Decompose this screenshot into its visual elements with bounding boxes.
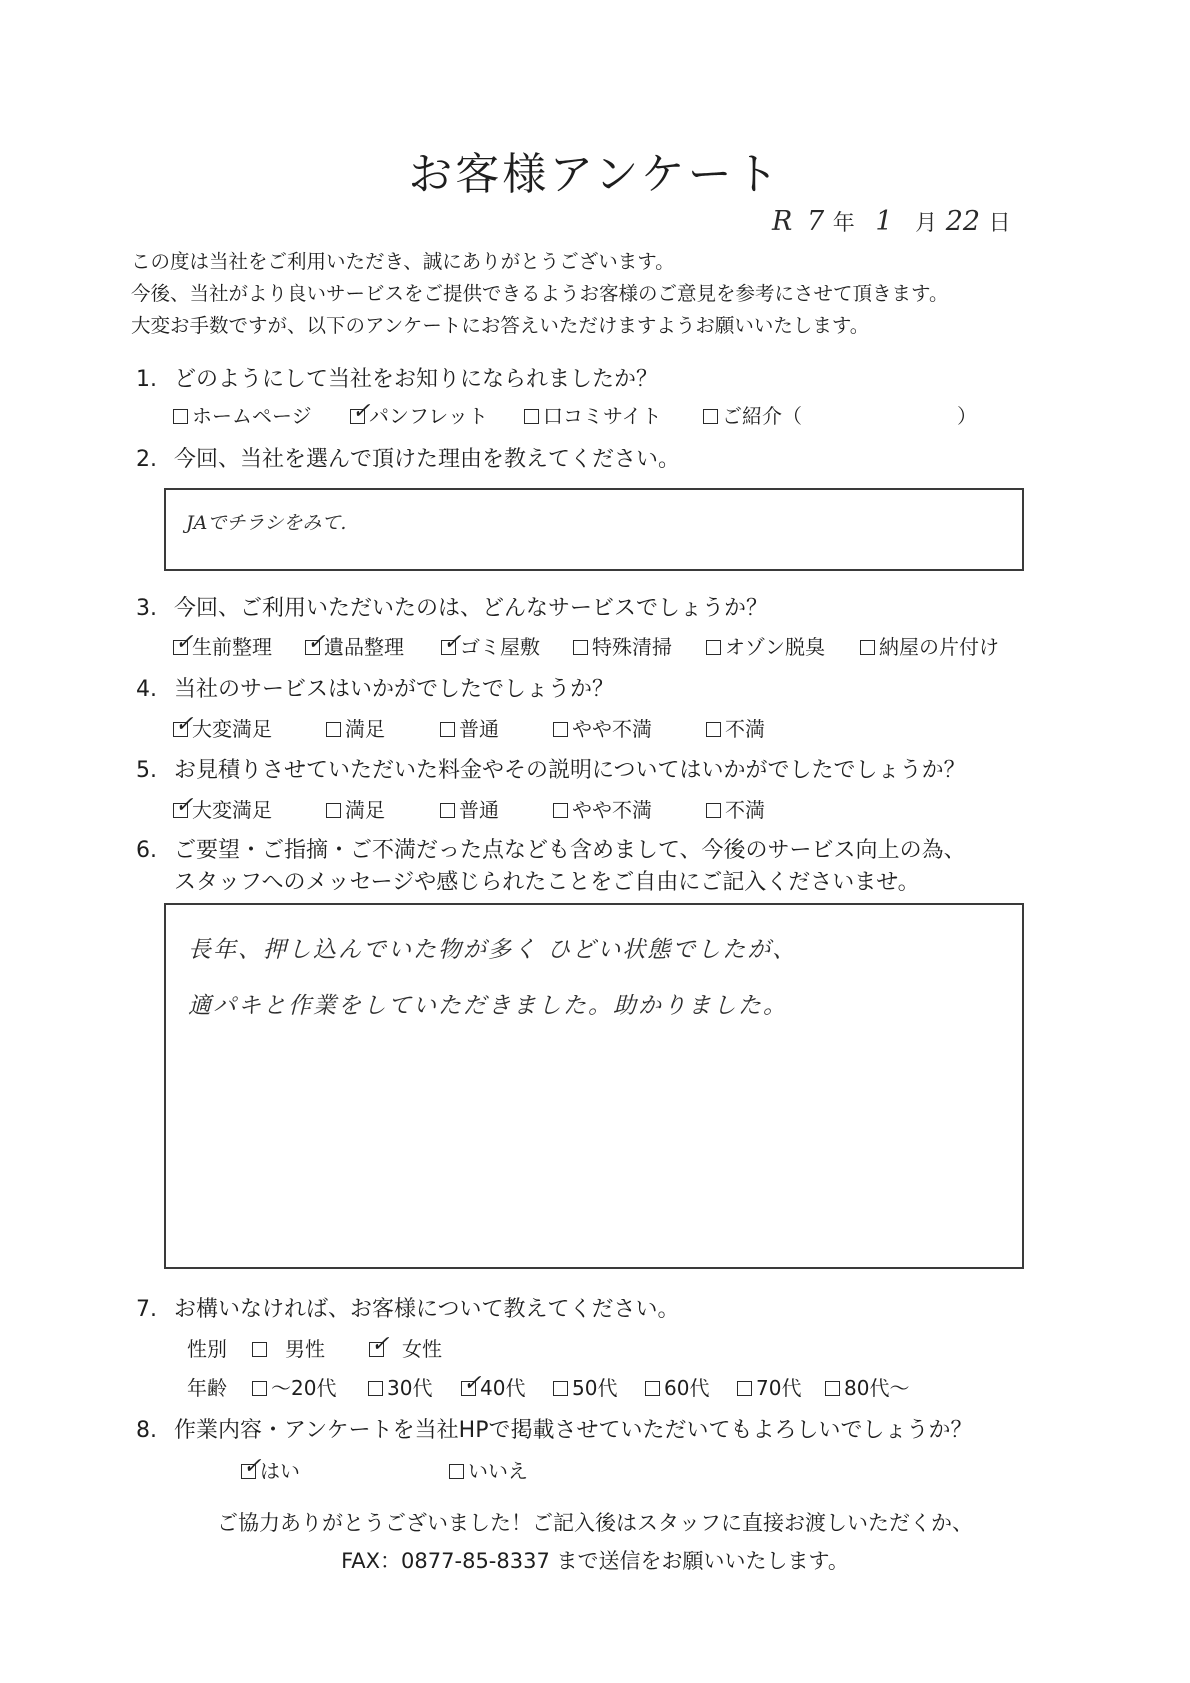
option-label: 大変満足 — [192, 798, 272, 822]
option-naya[interactable] — [860, 631, 999, 660]
question-8 — [136, 1413, 973, 1444]
question-number: 5. — [136, 758, 157, 783]
option-label: 不満 — [725, 798, 765, 822]
question-6 — [136, 833, 966, 864]
option-yes[interactable] — [241, 1455, 300, 1484]
option-label: 男性 — [285, 1337, 325, 1361]
checkbox[interactable] — [173, 712, 194, 737]
option-pamphlet[interactable] — [350, 400, 488, 429]
q5-options — [0, 794, 1190, 824]
question-number: 3. — [136, 596, 157, 621]
option-satisfied[interactable] — [326, 794, 385, 823]
checkbox[interactable] — [350, 399, 371, 424]
reason-answer-text: JAでチラシをみて. — [186, 512, 347, 534]
option-gomi-yashiki[interactable] — [441, 631, 540, 660]
question-text: 今回、ご利用いただいたのは、どんなサービスでしょうか？ — [174, 596, 769, 621]
check-mark-icon: ✓ — [243, 1454, 262, 1479]
checkbox[interactable] — [326, 722, 341, 737]
checkbox[interactable] — [440, 722, 455, 737]
question-4 — [136, 672, 614, 703]
check-mark-icon: ✓ — [175, 793, 194, 818]
option-label: 60代 — [664, 1376, 710, 1400]
checkbox[interactable] — [553, 803, 568, 818]
age-row — [0, 1372, 1190, 1402]
option-tokushu-seisou[interactable] — [573, 631, 672, 660]
checkbox[interactable] — [369, 1332, 390, 1357]
checkbox[interactable] — [706, 640, 721, 655]
age-label: 年齢 — [187, 1376, 227, 1400]
option-age-30s[interactable] — [368, 1372, 432, 1401]
footer-note — [0, 1504, 1190, 1580]
date-era: R — [772, 206, 793, 237]
option-age-50s[interactable] — [553, 1372, 617, 1401]
question-text: 当社のサービスはいかがでしたでしょうか？ — [174, 677, 615, 702]
question-2 — [136, 442, 680, 473]
checkbox[interactable] — [706, 803, 721, 818]
option-age-60s[interactable] — [645, 1372, 709, 1401]
date-day: 22 — [945, 206, 981, 237]
option-label: ご紹介（ — [722, 404, 802, 428]
question-number: 2. — [136, 447, 157, 472]
message-answer-line-1: 長年、押し込んでいた物が多く ひどい状態でしたが、 — [188, 937, 798, 963]
option-age-under-20[interactable] — [252, 1372, 336, 1401]
footer-line-fax: FAX：0877-85-8337 まで送信をお願いいたします。 — [341, 1549, 849, 1573]
date-month-unit: 月 — [915, 211, 938, 236]
checkbox[interactable] — [326, 803, 341, 818]
referral-close-paren: ） — [957, 404, 977, 428]
question-1 — [136, 362, 658, 393]
intro-line: この度は当社をご利用いただき、誠にありがとうございます。 — [131, 250, 675, 273]
option-label: はい — [260, 1459, 300, 1483]
option-label: 大変満足 — [192, 717, 272, 741]
question-5 — [136, 753, 966, 784]
option-label: 不満 — [725, 717, 765, 741]
option-seizen-seiri[interactable] — [173, 631, 272, 660]
option-normal[interactable] — [440, 713, 499, 742]
option-label: ホームページ — [192, 404, 312, 428]
option-label: いいえ — [468, 1459, 528, 1483]
intro-text — [131, 246, 948, 342]
checkbox[interactable] — [173, 409, 188, 424]
question-6-line2: スタッフへのメッセージや感じられたことをご自由にご記入くださいませ。 — [174, 870, 920, 895]
option-female[interactable] — [369, 1333, 442, 1362]
question-3 — [136, 591, 768, 622]
option-normal[interactable] — [440, 794, 499, 823]
option-label: やや不満 — [572, 717, 652, 741]
message-answer-box[interactable] — [164, 903, 1024, 1269]
checkbox[interactable] — [173, 793, 194, 818]
question-7 — [136, 1292, 680, 1323]
option-dissatisfied[interactable] — [706, 794, 765, 823]
intro-line: 大変お手数ですが、以下のアンケートにお答えいただけますようお願いいたします。 — [131, 314, 870, 337]
checkbox[interactable] — [645, 1381, 660, 1396]
date-year: 7 — [806, 206, 825, 237]
option-label: 70代 — [756, 1376, 802, 1400]
option-label: 80代～ — [844, 1376, 910, 1400]
q8-options — [0, 1455, 1190, 1485]
question-text: お見積りさせていただいた料金やその説明についてはいかがでしたでしょうか？ — [174, 758, 966, 783]
checkbox[interactable] — [173, 630, 194, 655]
checkbox[interactable] — [305, 630, 326, 655]
option-somewhat-dissatisfied[interactable] — [553, 713, 652, 742]
question-text: ご要望・ご指摘・ご不満だった点なども含めまして、今後のサービス向上の為、 — [174, 838, 966, 863]
option-label: 普通 — [459, 798, 499, 822]
option-referral[interactable] — [703, 400, 802, 429]
option-homepage[interactable] — [173, 400, 312, 429]
q4-options — [0, 713, 1190, 743]
question-text: どのようにして当社をお知りになられましたか？ — [174, 367, 659, 392]
footer-line: ご協力ありがとうございました！ご記入後はスタッフに直接お渡しいただくか、 — [217, 1511, 973, 1535]
option-label: パンフレット — [369, 404, 488, 428]
check-mark-icon: ✓ — [463, 1371, 482, 1396]
option-label: 満足 — [345, 798, 385, 822]
reason-answer-box[interactable] — [164, 488, 1024, 571]
survey-title: お客様アンケート — [408, 149, 782, 200]
option-label: 生前整理 — [192, 635, 272, 659]
option-label: やや不満 — [572, 798, 652, 822]
date-field — [772, 206, 1011, 237]
check-mark-icon: ✓ — [371, 1332, 390, 1357]
intro-line: 今後、当社がより良いサービスをご提供できるようお客様のご意見を参考にさせて頂きます。 — [131, 282, 949, 305]
check-mark-icon: ✓ — [175, 630, 194, 655]
checkbox[interactable] — [368, 1381, 383, 1396]
option-ozone[interactable] — [706, 631, 825, 660]
option-ihin-seiri[interactable] — [305, 631, 404, 660]
date-month: 1 — [875, 206, 893, 237]
option-very-satisfied[interactable] — [173, 794, 272, 823]
option-label: 満足 — [345, 717, 385, 741]
checkbox[interactable] — [737, 1381, 752, 1396]
checkbox[interactable] — [440, 803, 455, 818]
option-dissatisfied[interactable] — [706, 713, 765, 742]
option-satisfied[interactable] — [326, 713, 385, 742]
checkbox[interactable] — [553, 722, 568, 737]
checkbox[interactable] — [241, 1454, 262, 1479]
date-year-unit: 年 — [832, 211, 855, 236]
checkbox[interactable] — [573, 640, 588, 655]
question-text: お構いなければ、お客様について教えてください。 — [174, 1297, 680, 1322]
checkbox[interactable] — [706, 722, 721, 737]
option-very-satisfied[interactable] — [173, 713, 272, 742]
question-number: 1. — [136, 367, 157, 392]
question-number: 6. — [136, 838, 157, 863]
option-label: 口コミサイト — [543, 404, 662, 428]
checkbox[interactable] — [461, 1371, 482, 1396]
checkbox[interactable] — [524, 409, 539, 424]
check-mark-icon: ✓ — [443, 630, 462, 655]
option-age-70s[interactable] — [737, 1372, 801, 1401]
option-label: 納屋の片付け — [879, 635, 999, 659]
option-male[interactable] — [252, 1333, 325, 1362]
q1-options — [0, 400, 1190, 430]
q3-options — [0, 631, 1190, 661]
checkbox[interactable] — [252, 1342, 267, 1357]
option-review-site[interactable] — [524, 400, 662, 429]
checkbox[interactable] — [825, 1381, 840, 1396]
option-label: 女性 — [402, 1337, 442, 1361]
gender-label: 性別 — [187, 1337, 227, 1361]
checkbox[interactable] — [252, 1381, 267, 1396]
option-label: 特殊清掃 — [592, 635, 672, 659]
option-label: 普通 — [459, 717, 499, 741]
checkbox[interactable] — [449, 1464, 464, 1479]
date-day-unit: 日 — [988, 211, 1011, 236]
checkbox[interactable] — [441, 630, 462, 655]
question-number: 8. — [136, 1418, 157, 1443]
question-text: 今回、当社を選んで頂けた理由を教えてください。 — [174, 447, 681, 472]
option-label: オゾン脱臭 — [725, 635, 825, 659]
gender-row — [0, 1333, 1190, 1363]
question-text: 作業内容・アンケートを当社HPで掲載させていただいてもよろしいでしょうか？ — [174, 1418, 973, 1443]
option-label: 40代 — [480, 1376, 526, 1400]
option-label: 30代 — [387, 1376, 433, 1400]
option-no[interactable] — [449, 1455, 528, 1484]
check-mark-icon: ✓ — [175, 712, 194, 737]
message-answer-line-2: 適パキと作業をしていただきました。助かりました。 — [188, 993, 788, 1019]
check-mark-icon: ✓ — [352, 399, 371, 424]
option-label: ～20代 — [271, 1376, 337, 1400]
question-number: 7. — [136, 1297, 157, 1322]
checkbox[interactable] — [860, 640, 875, 655]
option-label: ゴミ屋敷 — [460, 635, 540, 659]
question-number: 4. — [136, 677, 157, 702]
option-label: 遺品整理 — [324, 635, 404, 659]
option-age-80s-plus[interactable] — [825, 1372, 909, 1401]
option-age-40s[interactable] — [461, 1372, 525, 1401]
option-label: 50代 — [572, 1376, 618, 1400]
checkbox[interactable] — [553, 1381, 568, 1396]
check-mark-icon: ✓ — [307, 630, 326, 655]
option-somewhat-dissatisfied[interactable] — [553, 794, 652, 823]
checkbox[interactable] — [703, 409, 718, 424]
